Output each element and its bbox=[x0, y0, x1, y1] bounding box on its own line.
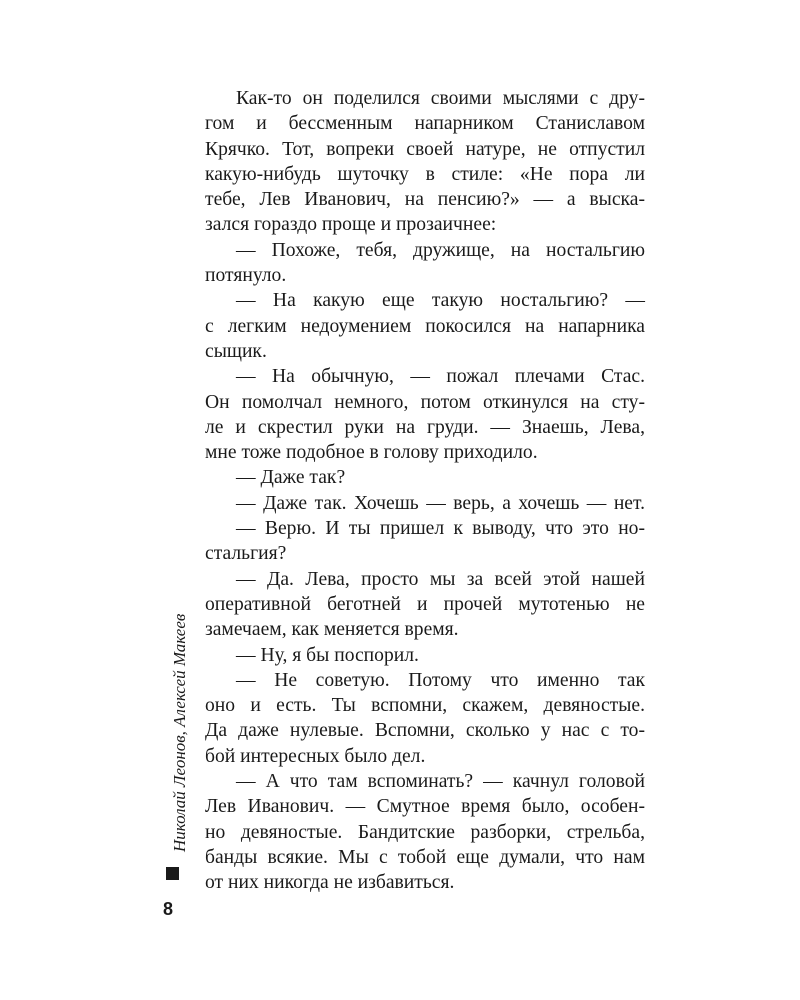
text-line: — А что там вспоминать? — качнул головой bbox=[236, 771, 645, 793]
body-text bbox=[205, 86, 645, 896]
text-line: оперативной беготней и прочей мутотенью не bbox=[205, 593, 645, 615]
text-line: замечаем, как меняется время. bbox=[205, 619, 459, 641]
text-line: — На какую еще такую ностальгию? — bbox=[236, 290, 645, 312]
text-line: Да даже нулевые. Вспомни, сколько у нас с то- bbox=[205, 720, 645, 742]
text-line: ле и скрестил руки на груди. — Знаешь, Лева, bbox=[205, 416, 645, 438]
text-line: — Даже так. Хочешь — верь, а хочешь — нет. bbox=[236, 492, 645, 514]
text-line: с легким недоумением покосился на напарника bbox=[205, 315, 645, 337]
text-line: бой интересных было дел. bbox=[205, 745, 426, 767]
text-line: но девяностые. Бандитские разборки, стрельба, bbox=[205, 821, 645, 843]
running-head-authors: Николай Леонов, Алексей Макеев bbox=[170, 613, 189, 852]
text-line: потянуло. bbox=[205, 265, 287, 287]
text-line: Как-то он поделился своими мыслями с дру- bbox=[236, 88, 645, 109]
text-line: — Даже так? bbox=[236, 467, 346, 489]
text-line: — Не советую. Потому что именно так bbox=[236, 669, 645, 691]
text-line: Лев Иванович. — Смутное время было, особен- bbox=[205, 796, 645, 818]
text-line: мне тоже подобное в голову приходило. bbox=[205, 442, 538, 464]
text-line: сыщик. bbox=[205, 340, 267, 362]
text-line: от них никогда не избавиться. bbox=[205, 872, 455, 894]
text-line: стальгия? bbox=[205, 543, 287, 565]
text-line: какую-нибудь шуточку в стиле: «Не пора ли bbox=[205, 163, 645, 185]
text-line: — Верю. И ты пришел к выводу, что это но- bbox=[236, 518, 645, 540]
text-line: тебе, Лев Иванович, на пенсию?» — а выска- bbox=[205, 189, 645, 211]
page-number: 8 bbox=[163, 899, 174, 919]
text-line: — На обычную, — пожал плечами Стас. bbox=[236, 366, 645, 388]
text-line: гом и бессменным напарником Станиславом bbox=[205, 113, 645, 135]
text-line: банды всякие. Мы с тобой еще думали, что нам bbox=[205, 846, 645, 868]
text-line: Крячко. Тот, вопреки своей натуре, не отпустил bbox=[205, 138, 645, 160]
text-line: — Да. Лева, просто мы за всей этой нашей bbox=[236, 568, 645, 590]
text-line: — Похоже, тебя, дружище, на ностальгию bbox=[236, 239, 645, 261]
text-line: зался гораздо проще и прозаичнее: bbox=[205, 214, 497, 236]
text-line: — Ну, я бы поспорил. bbox=[236, 644, 419, 666]
text-line: оно и есть. Ты вспомни, скажем, девяностые. bbox=[205, 695, 645, 717]
square-marker-icon bbox=[166, 867, 179, 880]
text-line: Он помолчал немного, потом откинулся на сту- bbox=[205, 391, 645, 413]
